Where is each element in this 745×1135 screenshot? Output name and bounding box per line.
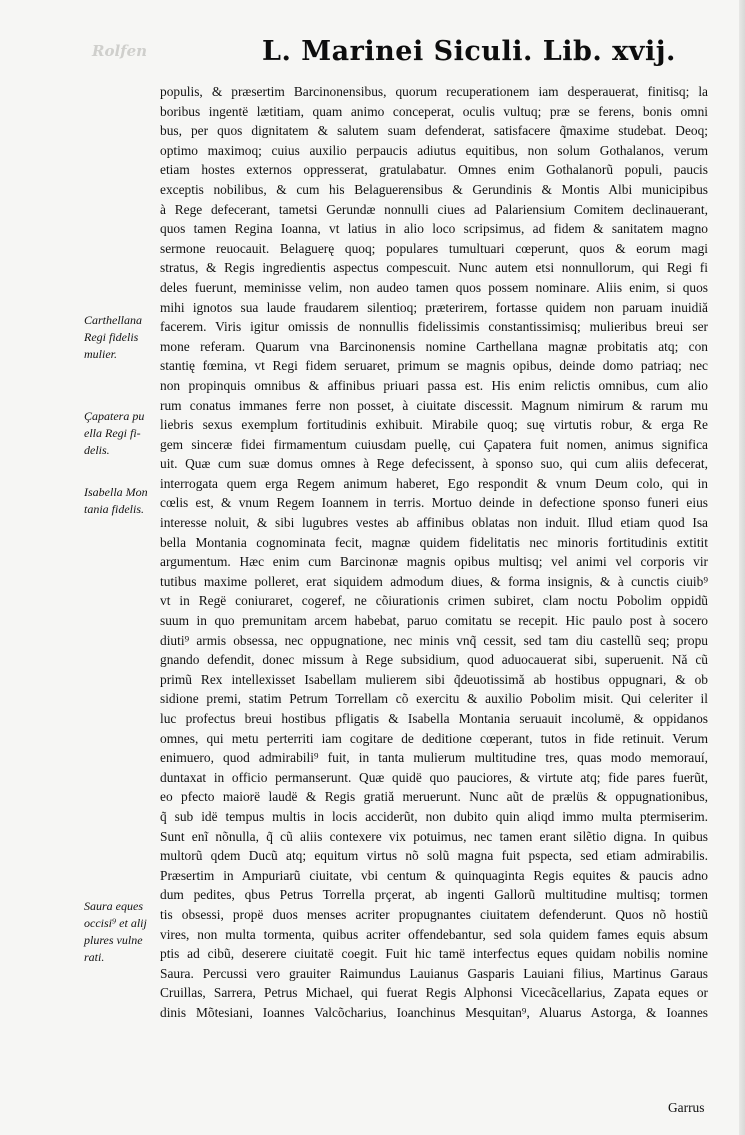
margin-note-saura: [84, 898, 158, 966]
text-line: q̃ sub idë tempus multis in locis acciderũt, non dubito quin aliqd immo multa ptermiserim.: [160, 808, 708, 824]
text-line: bus, per quos dignitatem & salutem suam defenderat, satisfacere q̃maxime studebat. Deoq;: [160, 123, 708, 139]
text-line: Præsertim in Ampuriarũ ciuitate, vbi centum & quinquaginta Regis equites & paucis adno: [160, 867, 708, 883]
margin-note-line: delis.: [84, 443, 110, 457]
running-head: L. Marinei Siculi. Lib. xvij.: [262, 36, 676, 67]
text-line: mihi ignotos sua laude fraudarem silentioq; præterirem, fortasse quidem non paruam inuidiă: [160, 299, 708, 315]
text-line: rum conatus immanes ferre non posset, à ciuitate discessit. Magnum nimirum & rarum mu: [160, 397, 708, 413]
text-line: dinis Mõtesiani, Ioannes Valcõcharius, Ioanchinus Mesquitan⁹, Aluarus Astorga, & Ioannes: [160, 1004, 708, 1020]
text-line: suum in quo premunitam arcem habebat, paruo comitatu se recepit. Hic paulo post à socero: [160, 613, 708, 629]
margin-note-line: Isabella Mon: [84, 485, 148, 499]
text-line: à Rege defecerant, tametsi Gerundæ nonnulli ciues ad Palariensium Comitem declinauerant,: [160, 201, 708, 217]
text-line: eo pfecto maiorë laudë & Regis gratiă meruerunt. Nunc aũt de prælüs & oppugnationibus,: [160, 789, 708, 805]
margin-note-line: Regi fidelis: [84, 330, 139, 344]
text-line: ptis ad cibũ, deserere ciuitatë coegit. Fuit hic tamë interfectus eques quidam nobilis nomine: [160, 946, 708, 962]
margin-note-line: Çapatera pu: [84, 409, 145, 423]
text-line: interrogata quem erga Regem animum haberet, Ego respondit & vnum Deum colo, qui in: [160, 475, 708, 491]
margin-note-isabella: [84, 484, 158, 518]
text-line: gnando defendit, donec missum à Rege subsidium, quod aduocauerat sibi, superuenit. Nă cũ: [160, 652, 708, 668]
text-line: non propinquis omnibus & affinibus priuari passa est. His enim relictis omnibus, cum alio: [160, 377, 708, 393]
margin-note-line: ella Regi fi-: [84, 426, 141, 440]
text-line: sermone reuocauit. Belaguerę quoq; populares tumultuari cœperunt, quos & eorum magi: [160, 240, 708, 256]
margin-note-line: occisi⁹ et alij: [84, 916, 147, 930]
text-line: vt in Regë coniuraret, cogeref, ne cõiurationis crimen subiret, clam noctu Pobolim oppidũ: [160, 593, 708, 609]
text-line: luc profectus breui hostibus pfligatis & Isabella Montania seruauit incolumë, & oppidanos: [160, 711, 708, 726]
text-line: populis, & præsertim Barcinonensibus, quorum recuperationem iam desperauerat, finitisq; la: [160, 84, 708, 99]
margin-note-line: rati.: [84, 950, 105, 964]
margin-note-capatera: [84, 408, 158, 459]
margin-note-line: plures vulne: [84, 933, 143, 947]
text-line: etiam hostes externos oppresserat, gratulabatur. Omnes enim Gothalanorũ populi, paucis: [160, 162, 708, 178]
text-line: multorũ qdem Ducũ atq; equitum virtus nõ solũ magna fuit pspecta, sed etiam admirabilis.: [160, 848, 708, 864]
text-line: boribus ingentë lætitiam, quam animo conceperat, oculis vultuq; præ se ferens, bonis omni: [160, 103, 708, 119]
margin-note-line: mulier.: [84, 347, 117, 361]
text-line: liebris sexus exemplum fortitudinis exhibuit. Mirabile quoq; suę virtutis robur, & erga Re: [160, 417, 708, 433]
text-line: gem sinceræ fidei firmamentum cuiusdam puellę, cui Çapatera fuit nomen, animus significa: [160, 436, 708, 452]
text-line: enimuero, quod admirabili⁹ fuit, in tanta mulierum multitudine tres, quas modo memorauí,: [160, 750, 708, 766]
text-line: interesse noluit, & sibi lugubres vestes ab affinibus oblatas non induit. Illud etiam quod Isa: [160, 515, 708, 531]
text-line: Sunt enĩ nõnulla, q̃ cũ aliis contexere vix potuimus, nec tamen erant silẽtio digna. In quibus: [160, 828, 708, 844]
text-line: tis obsessi, propë duos menses acriter propugnantes ciuitatem defenderunt. Quos nõ hostiũ: [160, 906, 708, 922]
text-line: quos tamen Regina Ioanna, vt latius in alio loco scripsimus, ad fidem & sanitatem magno: [160, 221, 708, 237]
text-line: Saura. Percussi vero grauiter Raimundus Lauianus Gasparis Lauiani filius, Martinus Garaus: [160, 965, 708, 981]
text-line: primũ Rex intellexisset Isabellam mulierem sibi q̃deuotissimă ab hostibus oppugnari, & ob: [160, 671, 708, 687]
text-line: exceptis nobilibus, & cum his Belaguerensibus & Gerundinis & Montis Albi municipibus: [160, 181, 708, 197]
text-line: dum pedites, qbus Petrus Torrella prçerat, ab ingenti Gallorũ multitudine multisq; tormen: [160, 887, 708, 903]
text-line: Cruillas, Sarrera, Petrus Michael, qui fuerat Regis Alphonsi Vicecãcellarius, Zapata eques or: [160, 985, 708, 1001]
text-line: duntaxat in officio permanserunt. Quæ quidë quo pauciores, & virtute atq; fide pares fuerũt,: [160, 769, 708, 785]
text-line: stratus, & Regis ingredientis aspectus compescuit. Nunc autem etsi nonnullorum, qui Regi fi: [160, 260, 708, 276]
text-line: argumentum. Hæc enim cum Barcinonæ magnis opibus multisq; vel animi vel corporis vir: [160, 554, 708, 570]
page-edge: [739, 0, 745, 1135]
text-line: optimo maximoq; cuius auxilio perpaucis adiutus equitibus, non solum Gothalanos, verum: [160, 142, 708, 158]
text-line: uit. Quæ cum suæ domus omnes à Rege defecissent, à sponso suo, qui cum aliis defecerat,: [160, 456, 708, 472]
margin-note-line: tania fidelis.: [84, 502, 144, 516]
text-line: tutibus maxime polleret, erat siquidem admodum diues, & forma insignis, & à cunctis ciuib⁹: [160, 573, 708, 589]
text-line: cœlis est, & vnum Regem Ioannem in terris. Mortuo deinde in defectione sponso funeri eius: [160, 495, 708, 511]
margin-note-line: Saura eques: [84, 899, 143, 913]
text-line: diuti⁹ armis obsessa, nec oppugnatione, nec minis vnq̃ cessit, sed tam diu castellũ seq; propu: [160, 632, 708, 648]
text-line: omnes, qui metu perterriti iam cogitare de deditione cœperant, tutos in fide retinuit. Verum: [160, 730, 708, 746]
main-text-block: [160, 82, 708, 1023]
text-line: facerem. Viris igitur omissis de nonnullis fidelissimis constantissimisq; mulieribus breui ser: [160, 319, 708, 335]
text-line: stantię fœmina, vt Regi fidem seruaret, primum se magnis opibus, deinde domo patriaq; nec: [160, 358, 708, 374]
text-line: vires, non multa tormenta, quibus acriter offendebantur, sed sola quidem fames equis absum: [160, 926, 708, 942]
text-line: mone referam. Quarum vna Barcinonensis nomine Carthellana magnæ probitatis atq; con: [160, 338, 708, 354]
text-line: deles fuerunt, meminisse velim, non audeo tamen quos possem nominare. Aliis enim, si quos: [160, 279, 708, 295]
margin-note-carthellana: [84, 312, 158, 363]
bleed-through-text: Rolfen: [92, 42, 148, 60]
text-line: sidione premi, statim Petrum Torrellam cõ exercitu & auxilio Pobolim misit. Qui celeriter il: [160, 691, 708, 707]
text-line: bella Montania cognominata fecit, magnæ quidem fidelitatis nec minoris fortitudinis extitit: [160, 534, 708, 550]
catchword: Garrus: [668, 1100, 705, 1115]
margin-note-line: Carthellana: [84, 313, 143, 327]
